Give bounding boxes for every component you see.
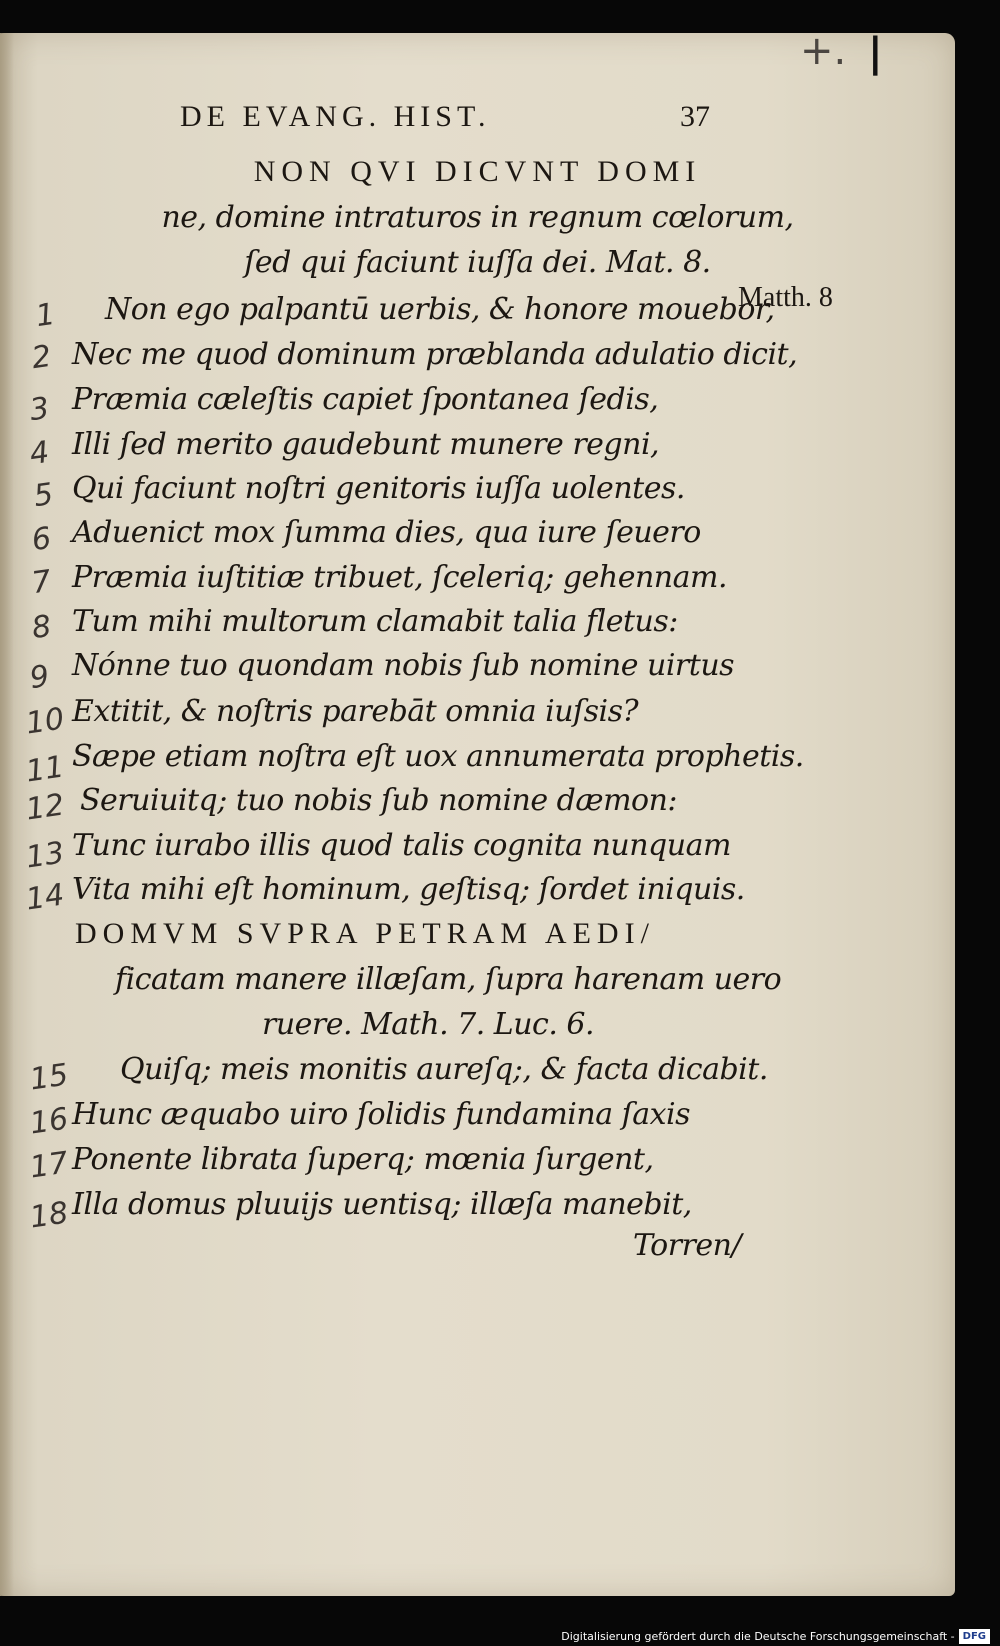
verse-number: 9	[27, 658, 52, 697]
catchword: Torren/	[633, 1228, 742, 1263]
verse-number: 1	[33, 296, 58, 335]
verse-number: 5	[31, 476, 56, 515]
section2-heading-line2: ficatam manere illæſam, ſupra harenam uero	[115, 962, 782, 997]
verse-line: Præmia iuſtitiæ tribuet, ſceleriq; gehennam.	[72, 560, 727, 595]
dfg-logo: DFG	[959, 1629, 990, 1644]
verse-line: Extitit, & noſtris parebāt omnia iuſsis?	[72, 694, 639, 729]
verse-line: Non ego palpantū uerbis, & honore mouebor,	[105, 292, 775, 327]
section2-heading-line3: ruere. Math. 7. Luc. 6.	[262, 1007, 595, 1042]
verse-number: 4	[27, 434, 52, 473]
verse-line: Illi ſed merito gaudebunt munere regni,	[72, 427, 660, 462]
verse-line: Nec me quod dominum præblanda adulatio dicit,	[72, 337, 798, 372]
verse-line: Quiſq; meis monitis aureſq;, & facta dicabit.	[120, 1052, 768, 1087]
verse-line: Tunc iurabo illis quod talis cognita nunquam	[72, 828, 731, 863]
verse-number: 10	[23, 701, 67, 742]
verse-line: Aduenict mox ſumma dies, qua iure ſeuero	[72, 515, 701, 550]
credit-text: Digitalisierung gefördert durch die Deutsche Forschungsgemeinschaft -	[561, 1629, 955, 1643]
verse-number: 16	[27, 1101, 71, 1142]
verse-number: 2	[29, 338, 54, 377]
verse-line: Ponente librata ſuperq; mœnia ſurgent,	[72, 1142, 654, 1177]
verse-line: Sæpe etiam noſtra eſt uox annumerata prophetis.	[72, 739, 804, 774]
verse-number: 13	[23, 835, 67, 876]
verse-number: 8	[29, 608, 54, 647]
verse-line: Vita mihi eſt hominum, geſtisq; ſordet iniquis.	[72, 872, 745, 907]
verse-number: 6	[29, 520, 54, 559]
verse-line: Illa domus pluuijs uentisq; illæſa manebit,	[72, 1187, 692, 1222]
verse-number: 3	[27, 390, 52, 429]
verse-line: Qui faciunt noſtri genitoris iuſſa uolentes.	[72, 471, 685, 506]
section2-heading-line1: DOMVM SVPRA PETRAM AEDI/	[75, 917, 655, 950]
verse-number: 12	[23, 787, 67, 828]
section1-heading-line1: NON QVI DICVNT DOMI	[253, 155, 702, 188]
corner-annotation: +.	[800, 28, 847, 74]
verse-number: 11	[23, 749, 67, 790]
verse-number: 18	[27, 1195, 71, 1236]
verse-line: Nónne tuo quondam nobis ſub nomine uirtus	[72, 648, 735, 683]
running-title: DE EVANG. HIST.	[180, 100, 491, 133]
section1-heading-line3: ſed qui faciunt iuſſa dei. Mat. 8.	[244, 245, 711, 280]
verse-line: Hunc æquabo uiro ſolidis fundamina ſaxis	[72, 1097, 691, 1132]
verse-number: 7	[29, 563, 54, 602]
verse-number: 14	[23, 877, 67, 918]
corner-stroke-mark: |	[868, 30, 883, 76]
page-number: 37	[680, 100, 710, 133]
digitization-credit	[561, 1628, 990, 1644]
verse-number: 17	[27, 1145, 71, 1186]
section1-heading-line2: ne, domine intraturos in regnum cœlorum,	[161, 200, 794, 235]
verse-line: Tum mihi multorum clamabit talia fletus:	[72, 604, 678, 639]
verse-line: Præmia cæleſtis capiet ſpontanea ſedis,	[72, 382, 659, 417]
margin-reference: Matth. 8	[738, 282, 833, 313]
verse-line: Seruiuitq; tuo nobis ſub nomine dæmon:	[80, 783, 678, 818]
verse-number: 15	[27, 1057, 71, 1098]
